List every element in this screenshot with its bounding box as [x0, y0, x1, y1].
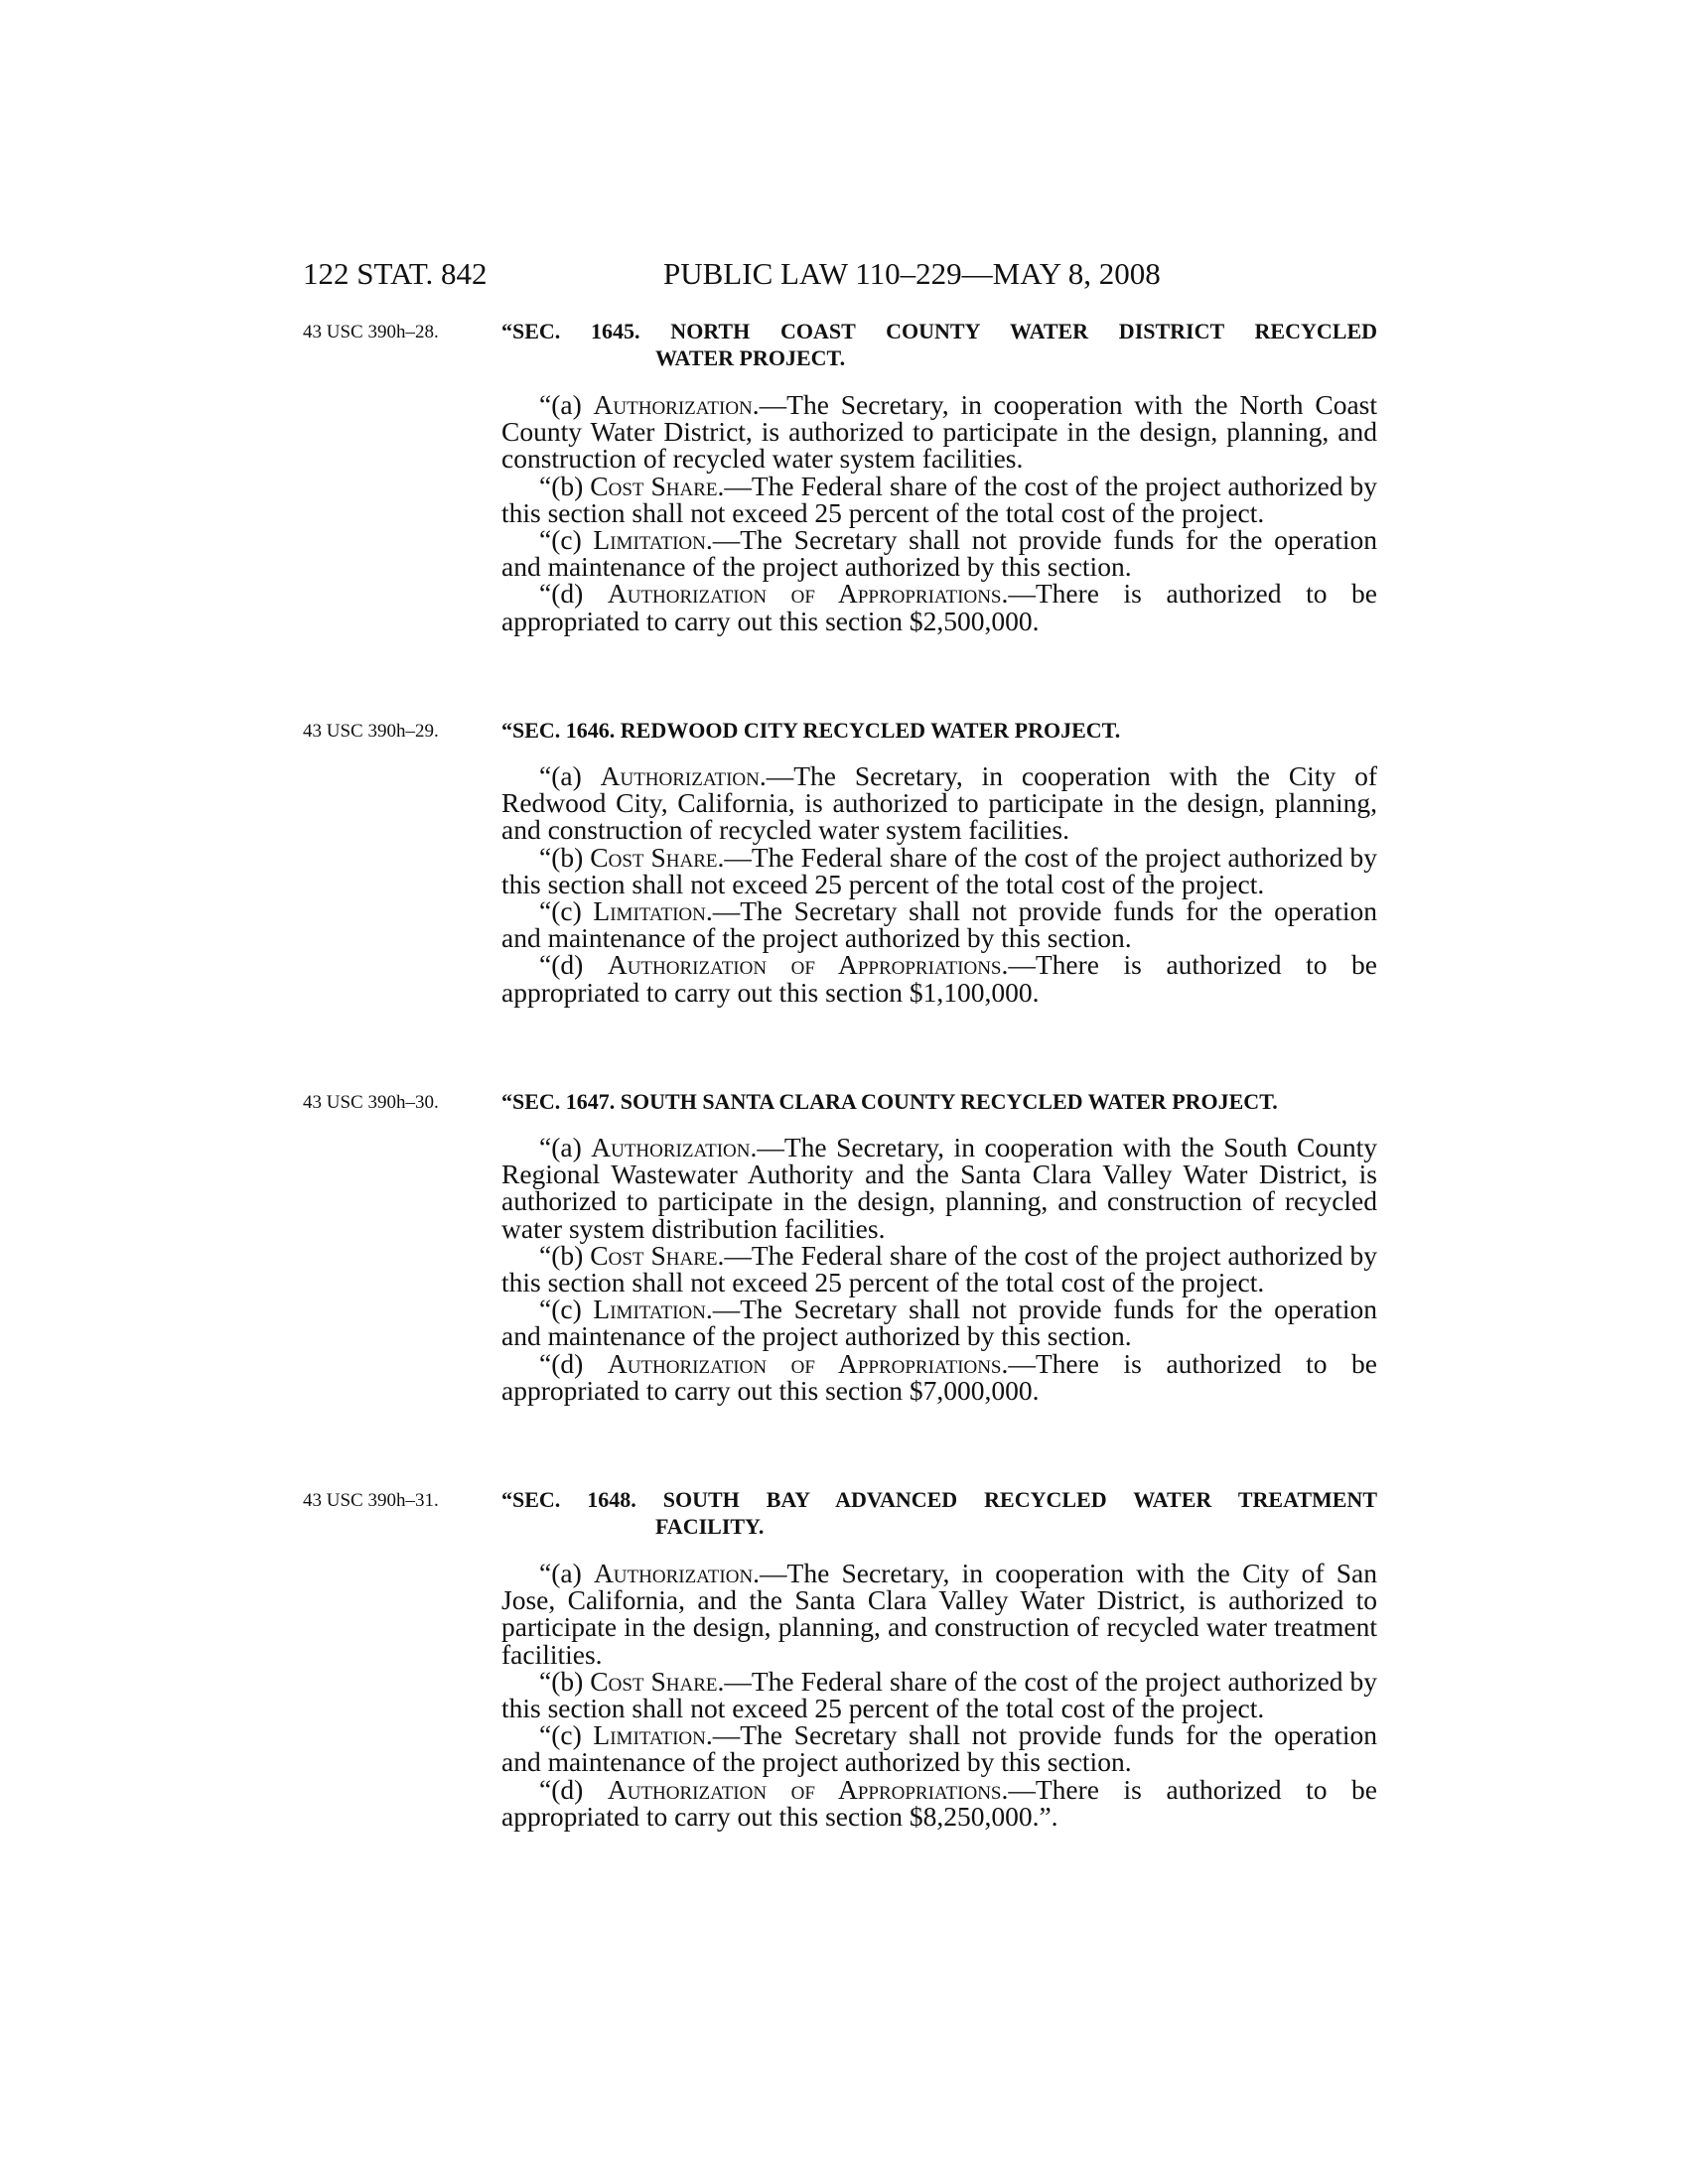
public-law-title: PUBLIC LAW 110–229—MAY 8, 2008	[663, 256, 1161, 291]
subsection-heading: Limitation	[593, 1294, 706, 1325]
subsection-text: The Secretary, in cooperation with the City of San Jose, California, and the Santa Clara Valley Water District, is authorized to participate in the design, planning, and construction of recycled water treatment facilities.	[501, 1558, 1377, 1670]
subsection-heading: Authorization of Appropriations	[607, 1347, 1002, 1379]
subsection-heading: Authorization of Appropriations	[607, 949, 1002, 981]
subsection-heading: Authorization	[591, 1132, 751, 1162]
subsection-text: There is authorized to be appropriated to carry out this section $2,500,000.	[501, 578, 1377, 636]
section-heading-line2: FACILITY.	[655, 1514, 765, 1539]
section-heading	[501, 318, 1377, 371]
subsection-b: “(b) Cost Share.—The Federal share of the cost of the project authorized by this section shall not exceed 25 percent of the total cost of the project.	[501, 841, 1377, 899]
subsection-d: “(d) Authorization of Appropriations.—There is authorized to be appropriated to carry out this section $2,500,000.	[501, 578, 1377, 636]
subsection-text: The Secretary, in cooperation with the South County Regional Wastewater Authority and the Santa Clara Valley Water District, is authorized to participate in the design, planning, and construction of recycled water system distribution facilities.	[501, 1132, 1377, 1244]
subsection-heading: Limitation	[593, 1719, 706, 1751]
margin-citation: 43 USC 390h–28.	[303, 322, 439, 342]
subsection-heading: Cost Share	[590, 841, 718, 873]
subsection-c: “(c) Limitation.—The Secretary shall not provide funds for the operation and maintenance of the project authorized by this section.	[501, 1294, 1377, 1352]
subsection-text: The Secretary, in cooperation with the North Coast County Water District, is authorized to participate in the design, planning, and construction of recycled water system facilities.	[501, 389, 1377, 475]
subsection-a: “(a) Authorization.—The Secretary, in cooperation with the South County Regional Wastewater Authority and the Santa Clara Valley Water District, is authorized to participate in the design, planning, and construction of recycled water system distribution facilities.	[501, 1132, 1377, 1244]
section-heading-line1: “SEC. 1646. REDWOOD CITY RECYCLED WATER PROJECT.	[501, 718, 1121, 743]
margin-citation: 43 USC 390h–30.	[303, 1092, 439, 1113]
subsection-text: There is authorized to be appropriated to carry out this section $1,100,000.	[501, 949, 1377, 1008]
subsection-heading: Authorization	[593, 1558, 754, 1588]
subsection-b: “(b) Cost Share.—The Federal share of the cost of the project authorized by this section shall not exceed 25 percent of the total cost of the project.	[501, 1665, 1377, 1724]
section-heading-line1: “SEC. 1648. SOUTH BAY ADVANCED RECYCLED WATER TREATMENT	[501, 1487, 1377, 1512]
subsection-heading: Cost Share	[590, 470, 718, 501]
subsection-heading: Limitation	[593, 895, 706, 927]
section-body	[501, 1134, 1377, 1404]
subsection-text: The Federal share of the cost of the project authorized by this section shall not exceed 25 percent of the total cost of the project.	[501, 841, 1377, 899]
section-body	[501, 762, 1377, 1006]
subsection-c: “(c) Limitation.—The Secretary shall not provide funds for the operation and maintenance of the project authorized by this section.	[501, 524, 1377, 583]
subsection-text: There is authorized to be appropriated to carry out this section $8,250,000.”.	[501, 1773, 1377, 1832]
section-heading-line2: WATER PROJECT.	[655, 345, 846, 370]
subsection-text: The Secretary shall not provide funds for the operation and maintenance of the project authorized by this section.	[501, 1294, 1377, 1352]
section-heading-line1: “SEC. 1647. SOUTH SANTA CLARA COUNTY RECYCLED WATER PROJECT.	[501, 1089, 1278, 1114]
section-body	[501, 1560, 1377, 1830]
subsection-c: “(c) Limitation.—The Secretary shall not provide funds for the operation and maintenance of the project authorized by this section.	[501, 1719, 1377, 1778]
subsection-text: There is authorized to be appropriated to carry out this section $7,000,000.	[501, 1347, 1377, 1406]
subsection-text: The Federal share of the cost of the project authorized by this section shall not exceed 25 percent of the total cost of the project.	[501, 1665, 1377, 1724]
subsection-text: The Federal share of the cost of the project authorized by this section shall not exceed 25 percent of the total cost of the project.	[501, 470, 1377, 528]
subsection-a: “(a) Authorization.—The Secretary, in cooperation with the City of Redwood City, California, is authorized to participate in the design, planning, and construction of recycled water system facilities.	[501, 760, 1377, 846]
subsection-d: “(d) Authorization of Appropriations.—There is authorized to be appropriated to carry out this section $1,100,000.	[501, 949, 1377, 1008]
section-heading	[501, 717, 1377, 744]
subsection-a: “(a) Authorization.—The Secretary, in cooperation with the North Coast County Water District, is authorized to participate in the design, planning, and construction of recycled water system facilities.	[501, 389, 1377, 475]
subsection-c: “(c) Limitation.—The Secretary shall not provide funds for the operation and maintenance of the project authorized by this section.	[501, 895, 1377, 954]
subsection-text: The Secretary shall not provide funds for the operation and maintenance of the project authorized by this section.	[501, 1719, 1377, 1778]
subsection-heading: Authorization	[600, 760, 760, 791]
subsection-d: “(d) Authorization of Appropriations.—There is authorized to be appropriated to carry out this section $7,000,000.	[501, 1347, 1377, 1406]
subsection-b: “(b) Cost Share.—The Federal share of the cost of the project authorized by this section shall not exceed 25 percent of the total cost of the project.	[501, 470, 1377, 528]
subsection-heading: Limitation	[593, 524, 706, 556]
margin-citation: 43 USC 390h–29.	[303, 721, 439, 742]
subsection-heading: Authorization of Appropriations	[607, 1773, 1002, 1805]
section-heading-line1: “SEC. 1645. NORTH COAST COUNTY WATER DISTRICT RECYCLED	[501, 319, 1377, 343]
subsection-heading: Cost Share	[590, 1665, 718, 1697]
subsection-heading: Cost Share	[590, 1239, 718, 1271]
subsection-heading: Authorization of Appropriations	[607, 578, 1002, 610]
subsection-text: The Secretary shall not provide funds for the operation and maintenance of the project authorized by this section.	[501, 895, 1377, 954]
subsection-a: “(a) Authorization.—The Secretary, in cooperation with the City of San Jose, California, and the Santa Clara Valley Water District, is authorized to participate in the design, planning, and construction of recycled water treatment facilities.	[501, 1558, 1377, 1670]
page-header	[0, 256, 1688, 296]
subsection-heading: Authorization	[593, 389, 753, 420]
subsection-text: The Secretary shall not provide funds for the operation and maintenance of the project authorized by this section.	[501, 524, 1377, 583]
subsection-b: “(b) Cost Share.—The Federal share of the cost of the project authorized by this section shall not exceed 25 percent of the total cost of the project.	[501, 1239, 1377, 1298]
section-body	[501, 391, 1377, 634]
subsection-text: The Secretary, in cooperation with the City of Redwood City, California, is authorized to participate in the design, planning, and construction of recycled water system facilities.	[501, 760, 1377, 846]
statute-page-number: 122 STAT. 842	[303, 256, 488, 291]
subsection-text: The Federal share of the cost of the project authorized by this section shall not exceed 25 percent of the total cost of the project.	[501, 1239, 1377, 1298]
margin-citation: 43 USC 390h–31.	[303, 1490, 439, 1511]
section-heading	[501, 1486, 1377, 1540]
subsection-d: “(d) Authorization of Appropriations.—There is authorized to be appropriated to carry out this section $8,250,000.”.	[501, 1773, 1377, 1832]
section-heading	[501, 1088, 1377, 1115]
